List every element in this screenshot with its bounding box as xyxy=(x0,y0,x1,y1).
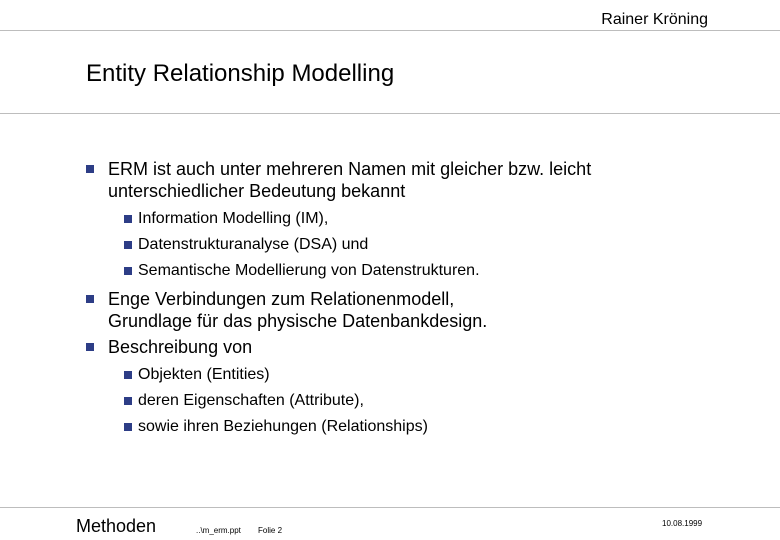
square-bullet-icon xyxy=(86,165,94,173)
sub-bullet-item xyxy=(86,362,746,388)
title-rule xyxy=(0,113,780,114)
sub-bullet-item xyxy=(86,206,746,232)
square-bullet-icon xyxy=(124,241,132,249)
footer-rule xyxy=(0,507,780,508)
sub-bullet-item xyxy=(86,232,746,258)
sub-bullet-text: sowie ihren Beziehungen (Relationships) xyxy=(138,418,428,435)
square-bullet-icon xyxy=(124,423,132,431)
square-bullet-icon xyxy=(86,295,94,303)
square-bullet-icon xyxy=(86,343,94,351)
sub-bullet-item xyxy=(86,388,746,414)
bullet-text: Grundlage für das physische Datenbankdesign. xyxy=(108,311,488,331)
sub-bullet-text: Datenstrukturanalyse (DSA) und xyxy=(138,236,369,253)
author-name: Rainer Kröning xyxy=(601,11,708,28)
header-rule xyxy=(0,30,780,31)
bullet-text: Enge Verbindungen zum Relationenmodell, xyxy=(108,289,455,309)
bullet-item xyxy=(86,158,746,202)
bullet-text: ERM ist auch unter mehreren Namen mit gleicher bzw. leicht xyxy=(108,159,592,179)
square-bullet-icon xyxy=(124,371,132,379)
footer-slide-number: Folie 2 xyxy=(258,526,283,535)
sub-bullet-item xyxy=(86,414,746,440)
slide-title: Entity Relationship Modelling xyxy=(86,60,395,87)
sub-bullet-text: Semantische Modellierung von Datenstrukturen. xyxy=(138,262,480,279)
sub-bullet-text: deren Eigenschaften (Attribute), xyxy=(138,392,364,409)
bullet-text: Beschreibung von xyxy=(108,337,253,357)
sub-bullet-item xyxy=(86,258,746,284)
bullet-item xyxy=(86,336,746,358)
square-bullet-icon xyxy=(124,215,132,223)
bullet-list xyxy=(86,158,746,440)
bullet-item xyxy=(86,288,746,332)
sub-bullet-text: Information Modelling (IM), xyxy=(138,210,329,227)
footer-date: 10.08.1999 xyxy=(662,519,703,528)
square-bullet-icon xyxy=(124,397,132,405)
bullet-text: unterschiedlicher Bedeutung bekannt xyxy=(108,181,406,201)
sub-bullet-text: Objekten (Entities) xyxy=(138,366,270,383)
footer-filename: ..\m_erm.ppt xyxy=(196,526,241,535)
square-bullet-icon xyxy=(124,267,132,275)
footer-title: Methoden xyxy=(76,516,157,536)
